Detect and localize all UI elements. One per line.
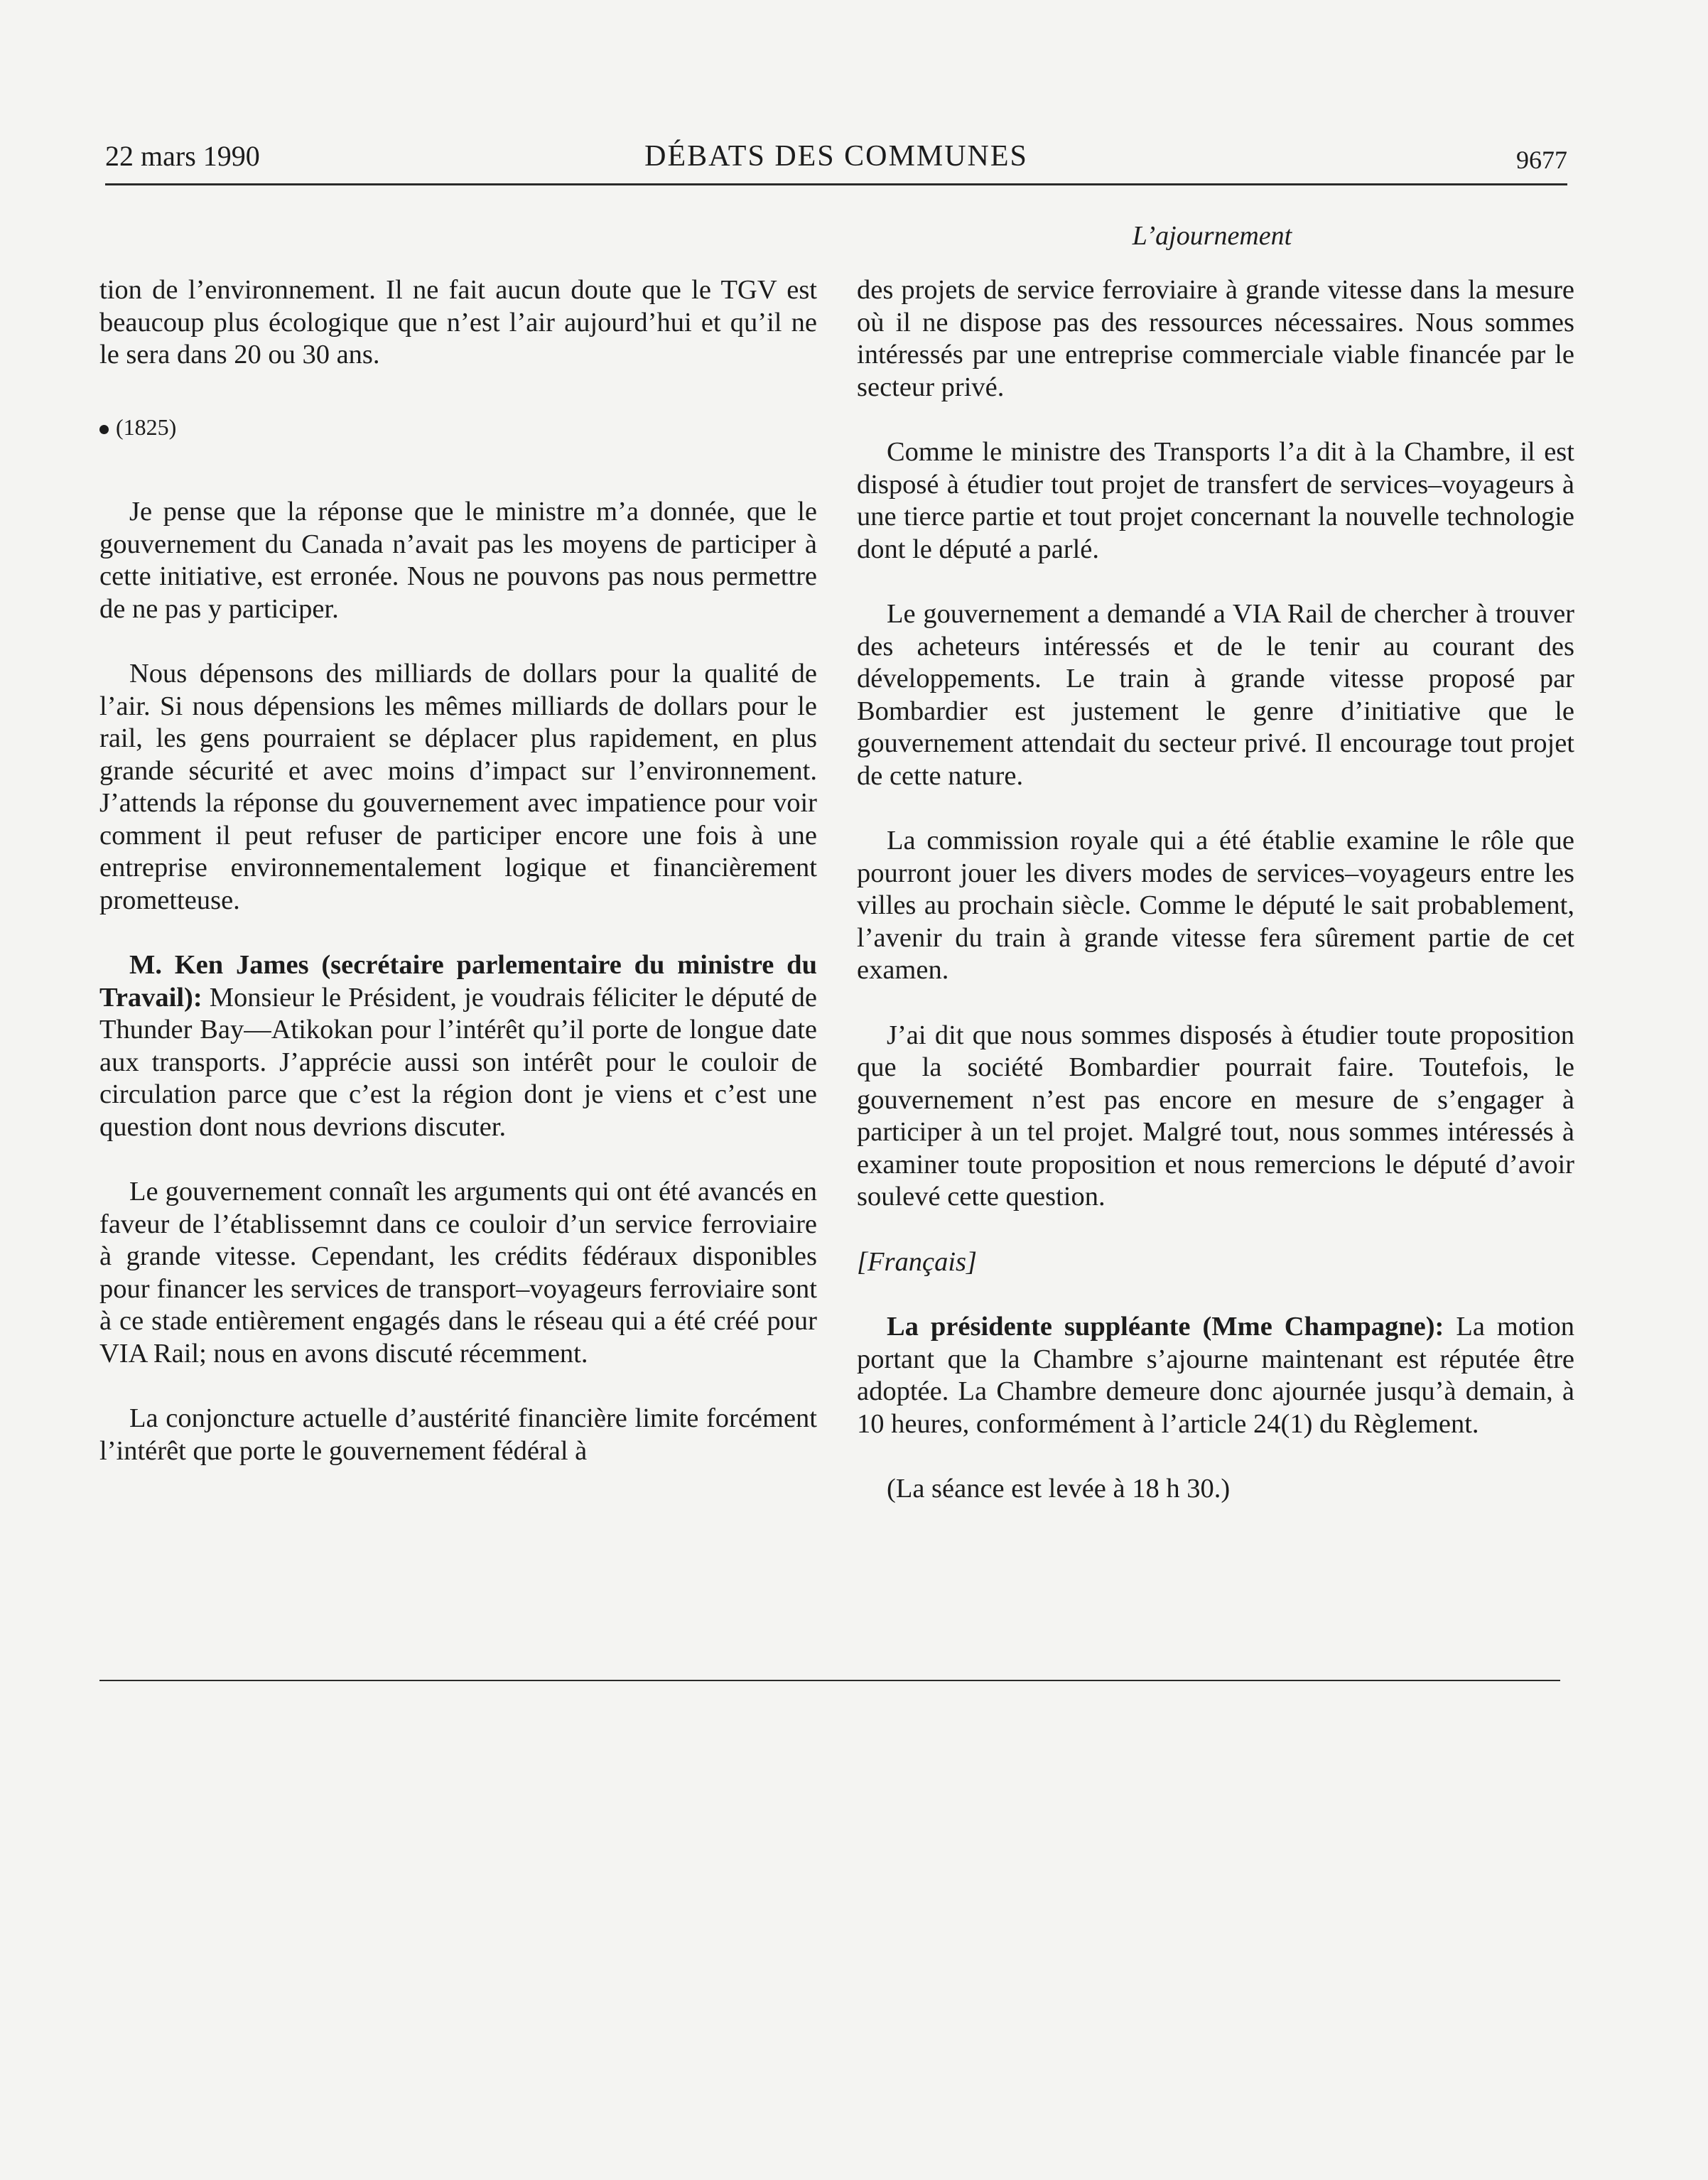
- left-paragraph-1: tion de l’environnement. Il ne fait aucun doute que le TGV est beaucoup plus écologique que n’est l’air aujourd’hui et qu’il ne le sera dans 20 ou 30 ans.: [99, 275, 817, 369]
- page-header: [105, 139, 1567, 186]
- header-rule: [105, 183, 1567, 185]
- time-marker-text: (1825): [116, 414, 177, 440]
- time-marker: [99, 411, 817, 444]
- left-paragraph-2: Je pense que la réponse que le ministre m’a donnée, que le gouvernement du Canada n’avait pas les moyens de participer à cette initiative, est erronée. Nous ne pouvons pas nous permettre de ne pas y participer.: [99, 497, 817, 624]
- right-paragraph-3: Le gouvernement a demandé a VIA Rail de chercher à trouver des acheteurs intéressés et de le tenir au courant des développements. Le train à grande vitesse proposé par Bombardier est justement le genre d’initiative que le gouvernement attendait du secteur privé. Il encourage tout projet de cette nature.: [857, 599, 1574, 791]
- speaker-name: M. Ken James (secrétaire parlementaire du ministre du Travail):: [99, 950, 817, 1013]
- speaker-name: La présidente suppléante (Mme Champagne):: [887, 1312, 1444, 1342]
- right-paragraph-5: J’ai dit que nous sommes disposés à étudier toute proposition que la société Bombardier pourrait faire. Toutefois, le gouvernement n’est pas encore en mesure de s’engager à participer à un tel projet. Malgré tout, nous sommes intéressés à examiner toute proposition et nous remercions le député d’avoir soulevé cette question.: [857, 1020, 1574, 1212]
- left-paragraph-4: [99, 949, 817, 1143]
- speech-text: La motion portant que la Chambre s’ajourne maintenant est réputée être adoptée. La Chambre demeure donc ajournée jusqu’à demain, à 10 heures, conformément à l’article 24(1) du Règlement.: [857, 1312, 1575, 1439]
- header-date: 22 mars 1990: [105, 140, 260, 172]
- speech-text: Monsieur le Président, je voudrais féliciter le député de Thunder Bay—Atikokan pour l’intérêt qu’il porte de longue date aux transports. J’apprécie aussi son intérêt pour le couloir de circulation parce que c’est la région dont je viens et c’est une question dont nous devrions discuter.: [99, 982, 817, 1142]
- language-tag: [Français]: [857, 1246, 977, 1277]
- right-paragraph-4: La commission royale qui a été établie examine le rôle que pourront jouer les divers modes de services–voyageurs entre les villes au prochain siècle. Comme le député le sait probablement, l’avenir du train à grande vitesse fera sûrement partie de cet examen.: [857, 826, 1574, 985]
- left-paragraph-3: Nous dépensons des milliards de dollars pour la qualité de l’air. Si nous dépensions les mêmes milliards de dollars pour le rail, les gens pourraient se déplacer plus rapidement, en plus grande sécurité et avec moins d’impact sur l’environnement. J’attends la réponse du gouvernement avec impatience pour voir comment il peut refuser de participer encore une fois à une entreprise environnementalement logique et financièrement prometteuse.: [99, 659, 817, 915]
- right-paragraph-6: [857, 1311, 1574, 1440]
- closing-line: (La séance est levée à 18 h 30.): [887, 1474, 1231, 1504]
- header-title: DÉBATS DES COMMUNES: [644, 140, 1028, 173]
- left-paragraph-6: La conjoncture actuelle d’austérité financière limite forcément l’intérêt que porte le gouvernement fédéral à: [99, 1403, 817, 1466]
- right-paragraph-2: Comme le ministre des Transports l’a dit à la Chambre, il est disposé à étudier tout projet de transfert de services–voyageurs à une tierce partie et tout projet concernant la nouvelle technologie dont le député a parlé.: [857, 437, 1574, 564]
- bullet-icon: [99, 425, 109, 434]
- right-column: [857, 274, 1574, 1538]
- right-paragraph-1: des projets de service ferroviaire à grande vitesse dans la mesure où il ne dispose pas des ressources nécessaires. Nous sommes intéressés par une entreprise commerciale viable financée par le secteur privé.: [857, 275, 1574, 402]
- bottom-rule: [99, 1680, 1560, 1681]
- header-page-number: 9677: [1516, 146, 1567, 174]
- left-paragraph-5: Le gouvernement connaît les arguments qui ont été avancés en faveur de l’établissemnt dans ce couloir d’un service ferroviaire à grande vitesse. Cependant, les crédits fédéraux disponibles pour financer les services de transport–voyageurs ferroviaire sont à ce stade entièrement engagés dans le réseau qui a été créé pour VIA Rail; nous en avons discuté récemment.: [99, 1177, 817, 1369]
- left-column: [99, 274, 817, 1500]
- section-heading: L’ajournement: [1132, 221, 1292, 251]
